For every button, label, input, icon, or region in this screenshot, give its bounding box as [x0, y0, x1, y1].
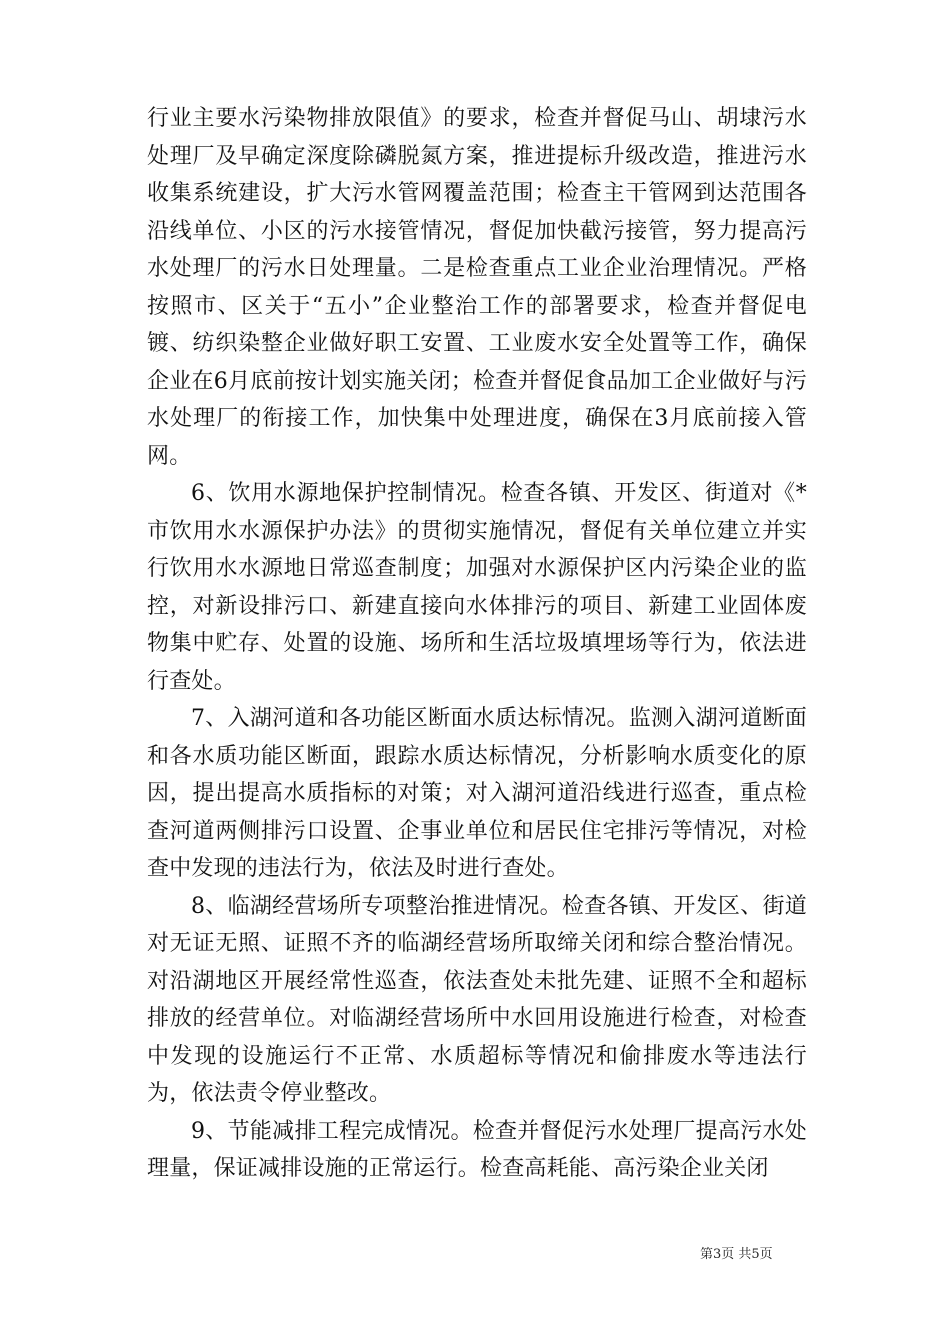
paragraph-item-7: 7、入湖河道和各功能区断面水质达标情况。监测入湖河道断面和各水质功能区断面，跟踪水质达标情况，分析影响水质变化的原因，提出提高水质指标的对策；对入湖河道沿线进行巡查，重点检查河道两侧排污口设置、企事业单位和居民住宅排污等情况，对检查中发现的违法行为，依法及时进行查处。 — [147, 706, 807, 881]
paragraph-item-8: 8、临湖经营场所专项整治推进情况。检查各镇、开发区、街道对无证无照、证照不齐的临湖经营场所取缔关闭和综合整治情况。对沿湖地区开展经常性巡查，依法查处未批先建、证照不全和超标排放的经营单位。对临湖经营场所中水回用设施进行检查，对检查中发现的设施运行不正常、水质超标等情况和偷排废水等违法行为，依法责令停业整改。 — [147, 893, 807, 1106]
paragraph-continuation: 行业主要水污染物排放限值》的要求，检查并督促马山、胡埭污水处理厂及早确定深度除磷脱氮方案，推进提标升级改造，推进污水收集系统建设，扩大污水管网覆盖范围；检查主干管网到达范围各沿线单位、小区的污水接管情况，督促加快截污接管，努力提高污水处理厂的污水日处理量。二是检查重点工业企业治理情况。严格按照市、区关于“五小”企业整治工作的部署要求，检查并督促电镀、纺织染整企业做好职工安置、工业废水安全处置等工作，确保企业在6月底前按计划实施关闭；检查并督促食品加工企业做好与污水处理厂的衔接工作，加快集中处理进度，确保在3月底前接入管网。 — [147, 106, 807, 469]
paragraph-item-9: 9、节能减排工程完成情况。检查并督促污水处理厂提高污水处理量，保证减排设施的正常运行。检查高耗能、高污染企业关闭 — [147, 1118, 807, 1181]
document-body — [147, 100, 807, 1188]
page-number-footer: 第3页 共5页 — [700, 1247, 773, 1262]
paragraph-item-6: 6、饮用水源地保护控制情况。检查各镇、开发区、街道对《*市饮用水水源保护办法》的贯彻实施情况，督促有关单位建立并实行饮用水水源地日常巡查制度；加强对水源保护区内污染企业的监控，对新设排污口、新建直接向水体排污的项目、新建工业固体废物集中贮存、处置的设施、场所和生活垃圾填埋场等行为，依法进行查处。 — [147, 481, 807, 694]
